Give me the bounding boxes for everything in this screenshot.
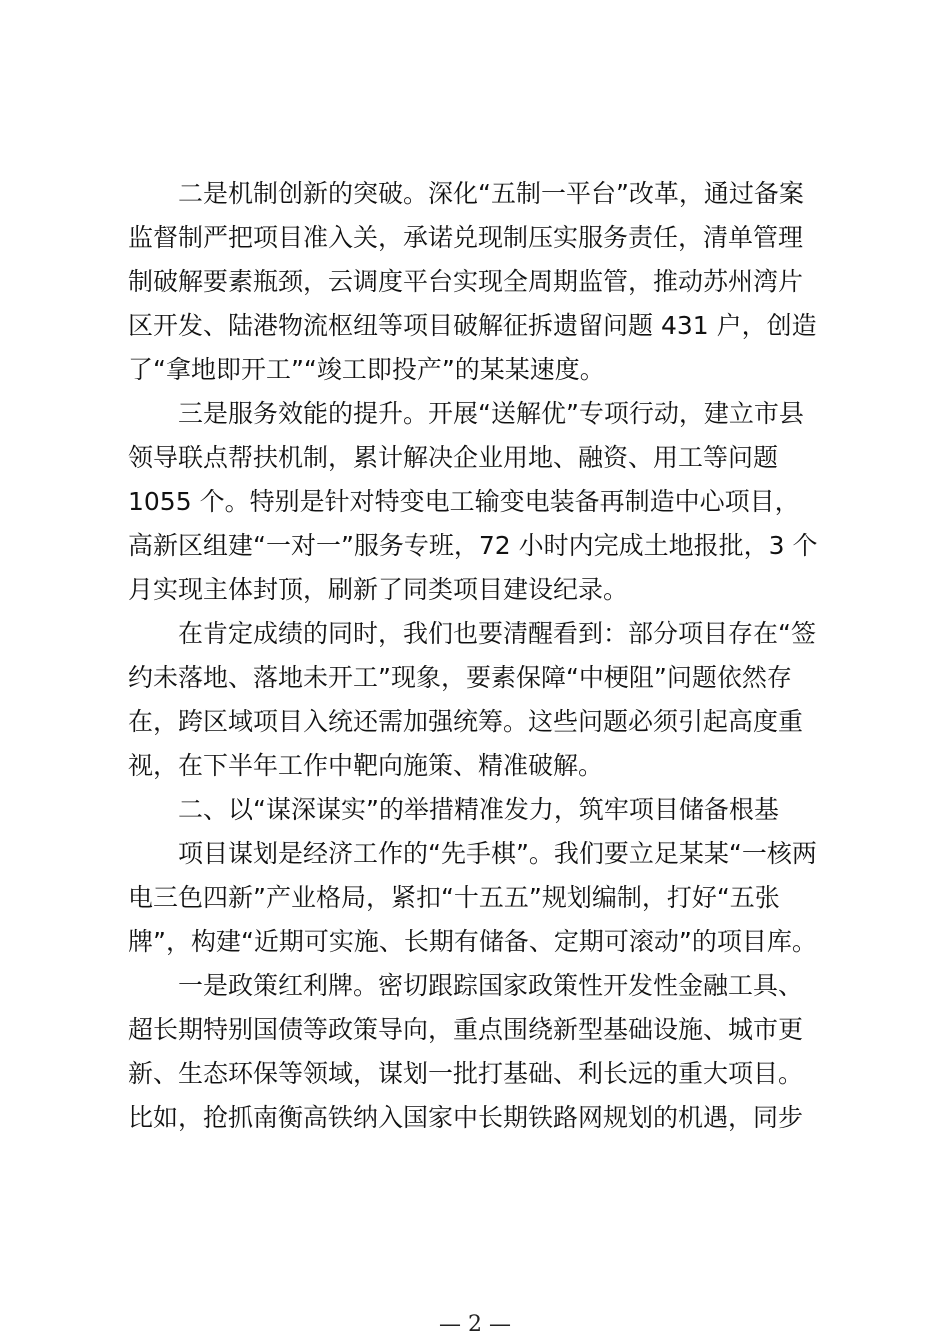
paragraph-line: 高新区组建“一对一”服务专班，72 小时内完成土地报批，3 个 — [128, 531, 818, 560]
paragraph-line: 超长期特别国债等政策导向，重点围绕新型基础设施、城市更 — [128, 1015, 804, 1044]
page-number: — 2 — — [439, 1312, 511, 1337]
paragraph-line: 一是政策红利牌。密切跟踪国家政策性开发性金融工具、 — [178, 971, 804, 1000]
paragraph-line: 二是机制创新的突破。深化“五制一平台”改革，通过备案 — [178, 179, 804, 208]
section-heading: 二、以“谋深谋实”的举措精准发力，筑牢项目储备根基 — [178, 795, 779, 824]
paragraph-line: 月实现主体封顶，刷新了同类项目建设纪录。 — [128, 575, 629, 604]
paragraph-line: 在肯定成绩的同时，我们也要清醒看到：部分项目存在“签 — [178, 619, 816, 648]
paragraph-line: 1055 个。特别是针对特变电工输变电装备再制造中心项目， — [128, 487, 800, 516]
paragraph-line: 新、生态环保等领域，谋划一批打基础、利长远的重大项目。 — [128, 1059, 804, 1088]
paragraph-line: 制破解要素瓶颈，云调度平台实现全周期监管，推动苏州湾片 — [128, 267, 804, 296]
paragraph-line: 区开发、陆港物流枢纽等项目破解征拆遗留问题 431 户，创造 — [128, 311, 817, 340]
paragraph-line: 牌”，构建“近期可实施、长期有储备、定期可滚动”的项目库。 — [128, 927, 817, 956]
paragraph-line: 了“拿地即开工”“竣工即投产”的某某速度。 — [128, 355, 605, 384]
paragraph-line: 项目谋划是经济工作的“先手棋”。我们要立足某某“一核两 — [178, 839, 817, 868]
paragraph-line: 比如，抢抓南衡高铁纳入国家中长期铁路网规划的机遇，同步 — [128, 1103, 804, 1132]
paragraph-line: 监督制严把项目准入关，承诺兑现制压实服务责任，清单管理 — [128, 223, 804, 252]
paragraph-line: 在，跨区域项目入统还需加强统筹。这些问题必须引起高度重 — [128, 707, 804, 736]
paragraph-line: 视，在下半年工作中靶向施策、精准破解。 — [128, 751, 604, 780]
body-text — [128, 172, 828, 1140]
paragraph-line: 领导联点帮扶机制，累计解决企业用地、融资、用工等问题 — [128, 443, 779, 472]
paragraph-line: 三是服务效能的提升。开展“送解优”专项行动，建立市县 — [178, 399, 804, 428]
paragraph-line: 电三色四新”产业格局，紧扣“十五五”规划编制，打好“五张 — [128, 883, 780, 912]
paragraph-line: 约未落地、落地未开工”现象，要素保障“中梗阻”问题依然存 — [128, 663, 792, 692]
